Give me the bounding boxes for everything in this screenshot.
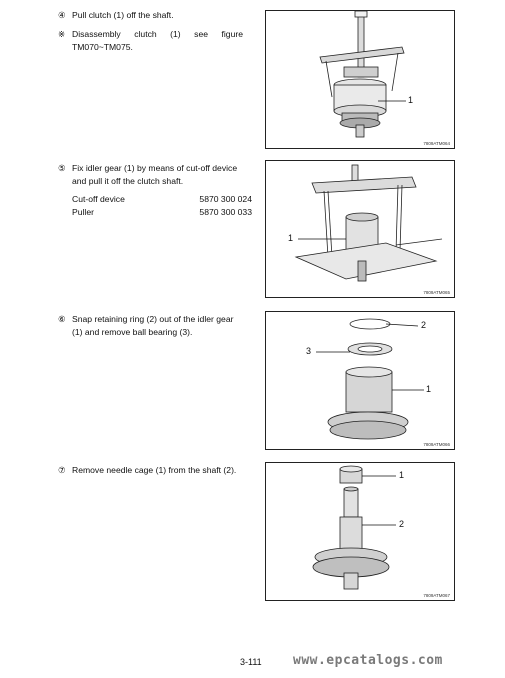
step-text: Snap retaining ring (2) out of the idler gear (1) and remove ball bearing (3). xyxy=(72,314,234,337)
tool-part-number: 5870 300 024 xyxy=(199,194,252,204)
figure-code: 7809ATM066 xyxy=(423,442,450,447)
figure-code: 7809ATM067 xyxy=(423,593,450,598)
note xyxy=(58,28,243,54)
callout-3: 3 xyxy=(306,346,312,356)
callout-2: 2 xyxy=(399,519,405,529)
figure-idler-gear-cutoff xyxy=(265,160,455,298)
callout-1: 1 xyxy=(399,470,405,480)
gear-bearing-ring-illustration xyxy=(266,312,454,449)
step-4 xyxy=(58,9,243,54)
page-number: 3-111 xyxy=(240,657,262,667)
note-text: Disassembly clutch (1) see figure TM070~TM075. xyxy=(72,29,243,52)
step-6 xyxy=(58,313,243,339)
step-number: ⑤ xyxy=(58,163,66,173)
step-text: Remove needle cage (1) from the shaft (2). xyxy=(72,465,237,475)
step-5 xyxy=(58,162,252,219)
callout-2: 2 xyxy=(421,320,427,330)
tool-part-number: 5870 300 033 xyxy=(199,207,252,217)
figure-idler-gear-parts xyxy=(265,311,455,450)
step-number: ⑥ xyxy=(58,314,66,324)
step-number: ④ xyxy=(58,10,66,20)
figure-code: 7809ATM064 xyxy=(423,141,450,146)
figure-code: 7809ATM065 xyxy=(423,290,450,295)
table-row xyxy=(72,206,252,219)
watermark: www.epcatalogs.com xyxy=(293,653,443,668)
step-number: ⑦ xyxy=(58,465,66,475)
step-text: Pull clutch (1) off the shaft. xyxy=(72,10,174,20)
clutch-puller-illustration xyxy=(266,11,454,148)
callout-1: 1 xyxy=(426,384,432,394)
table-row xyxy=(72,193,252,206)
callout-1: 1 xyxy=(288,233,294,243)
shaft-needle-cage-illustration xyxy=(266,463,454,600)
figure-needle-cage-shaft xyxy=(265,462,455,601)
note-marker: ※ xyxy=(58,29,66,39)
callout-1: 1 xyxy=(408,95,414,105)
cutoff-device-illustration xyxy=(266,161,454,297)
step-7 xyxy=(58,464,243,477)
figure-clutch-puller xyxy=(265,10,455,149)
tool-table xyxy=(72,193,252,219)
tool-name: Cut-off device xyxy=(72,194,125,204)
tool-name: Puller xyxy=(72,207,94,217)
step-text: Fix idler gear (1) by means of cut-off device and pull it off the clutch shaft. xyxy=(72,163,238,186)
